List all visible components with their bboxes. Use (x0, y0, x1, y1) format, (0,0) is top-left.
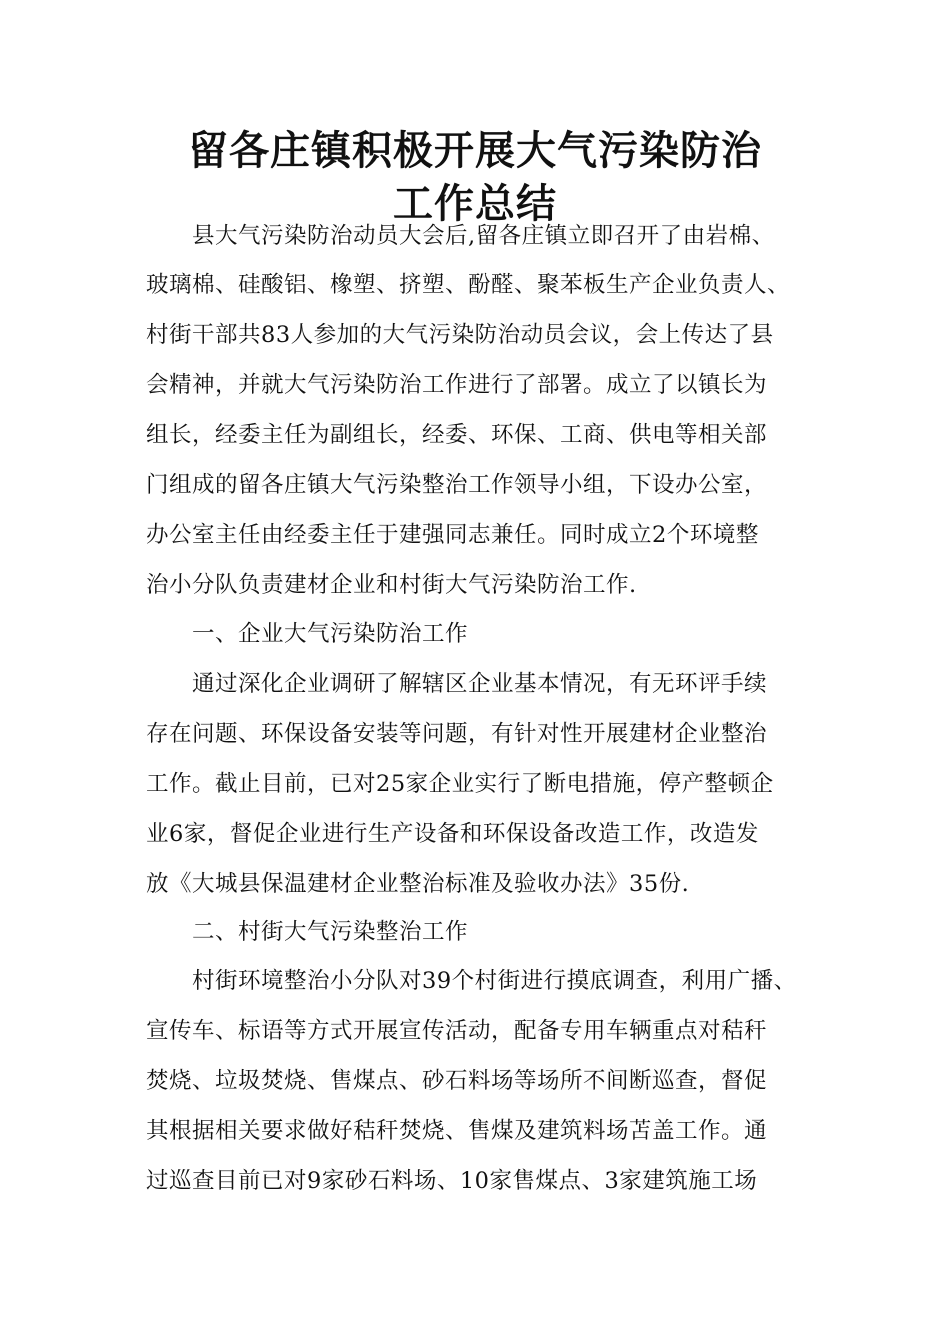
body-line: 存在问题、环保设备安装等问题，有针对性开展建材企业整治 (146, 721, 768, 747)
section-heading: 一、企业大气污染防治工作 (192, 621, 469, 647)
body-line: 业6家，督促企业进行生产设备和环保设备改造工作，改造发 (146, 821, 759, 847)
body-line: 县大气污染防治动员大会后,留各庄镇立即召开了由岩棉、 (192, 223, 775, 249)
body-line: 村街干部共83人参加的大气污染防治动员会议，会上传达了县 (146, 322, 774, 348)
body-line: 治小分队负责建材企业和村街大气污染防治工作. (146, 572, 637, 598)
section-heading: 二、村街大气污染整治工作 (192, 919, 469, 945)
body-line: 组长，经委主任为副组长，经委、环保、工商、供电等相关部 (146, 422, 768, 448)
body-line: 办公室主任由经委主任于建强同志兼任。同时成立2个环境整 (146, 522, 759, 548)
document-title-line-1: 留各庄镇积极开展大气污染防治 (188, 127, 762, 174)
body-line: 玻璃棉、硅酸铝、橡塑、挤塑、酚醛、聚苯板生产企业负责人、 (146, 272, 791, 298)
body-line: 其根据相关要求做好秸秆焚烧、售煤及建筑料场苫盖工作。通 (146, 1118, 768, 1144)
body-line: 焚烧、垃圾焚烧、售煤点、砂石料场等场所不间断巡查，督促 (146, 1068, 768, 1094)
body-line: 放《大城县保温建材企业整治标准及验收办法》35份. (146, 871, 690, 897)
body-line: 宣传车、标语等方式开展宣传活动，配备专用车辆重点对秸秆 (146, 1018, 768, 1044)
body-line: 过巡查目前已对9家砂石料场、10家售煤点、3家建筑施工场 (146, 1168, 758, 1194)
body-line: 村街环境整治小分队对39个村街进行摸底调查，利用广播、 (192, 968, 797, 994)
body-line: 工作。截止目前，已对25家企业实行了断电措施，停产整顿企 (146, 771, 774, 797)
body-line: 会精神，并就大气污染防治工作进行了部署。成立了以镇长为 (146, 372, 768, 398)
document-title-line-2: 工作总结 (393, 180, 557, 227)
body-line: 门组成的留各庄镇大气污染整治工作领导小组，下设办公室， (146, 472, 768, 498)
body-line: 通过深化企业调研了解辖区企业基本情况，有无环评手续 (192, 671, 768, 697)
